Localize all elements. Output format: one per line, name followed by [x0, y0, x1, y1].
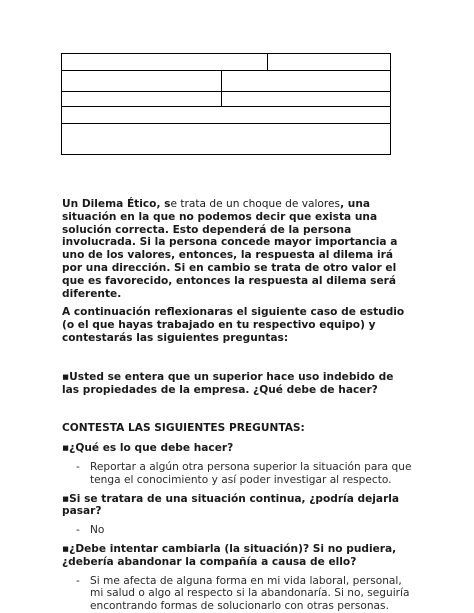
answer-text: Si me afecta de alguna forma en mi vida laboral, personal, mi salud o algo al respecto si la abandonaría. Si no, seguiría encontrando formas de solucionarlo con otras personas.	[90, 574, 410, 613]
dilema-definition	[62, 198, 412, 300]
dilema-term: Un Dilema Ético, s	[62, 198, 171, 210]
answer-dash: -	[76, 460, 80, 473]
answer-3	[76, 575, 412, 613]
document-body	[62, 198, 412, 613]
form-cell	[222, 92, 391, 107]
answer-text: No	[90, 524, 105, 537]
dilema-definition-lead: e trata de un choque de valores	[170, 198, 341, 210]
form-row	[62, 124, 391, 155]
instruction-paragraph: A continuación reflexionaras el siguiente caso de estudio (o el que hayas trabajado en tu respectivo equipo) y contestarás las siguientes preguntas:	[62, 306, 405, 344]
dilema-definition-rest: , una situación en la que no podemos decir que exista una solución correcta. Esto dependerá de la persona involucrada. Si la persona concede mayor importancia a uno de los valores, entonces, la respuesta al dilema irá por una dirección. Si en cambio se trata de otro valor el que es favorecido, entonces la respuesta al dilema será diferente.	[62, 198, 398, 300]
answer-2	[76, 524, 412, 537]
answer-dash: -	[76, 524, 80, 537]
case-question: ▪Usted se entera que un superior hace uso indebido de las propiedades de la empresa. ¿Qué debe de hacer?	[62, 370, 394, 396]
header-form-table	[61, 53, 391, 155]
question-1: ▪¿Qué es lo que debe hacer?	[62, 442, 234, 455]
answer-text: Reportar a algún otra persona superior la situación para que tenga el conocimiento y así poder investigar al respecto.	[90, 460, 412, 486]
form-row	[62, 107, 391, 124]
form-cell	[62, 124, 391, 155]
answer-dash: -	[76, 574, 80, 587]
form-cell	[62, 71, 222, 92]
form-cell	[62, 54, 268, 71]
form-cell	[268, 54, 391, 71]
form-row	[62, 71, 391, 92]
form-row	[62, 54, 391, 71]
form-row	[62, 92, 391, 107]
section-title: CONTESTA LAS SIGUIENTES PREGUNTAS:	[62, 422, 305, 435]
form-cell	[222, 71, 391, 92]
answer-1	[76, 461, 412, 487]
question-2: ▪Si se tratara de una situación continua, ¿podría dejarla pasar?	[62, 492, 400, 518]
form-cell	[62, 92, 222, 107]
form-cell	[62, 107, 391, 124]
question-3: ▪¿Debe intentar cambiarla (la situación)? Si no pudiera, ¿debería abandonar la compañía a causa de ello?	[62, 542, 397, 568]
